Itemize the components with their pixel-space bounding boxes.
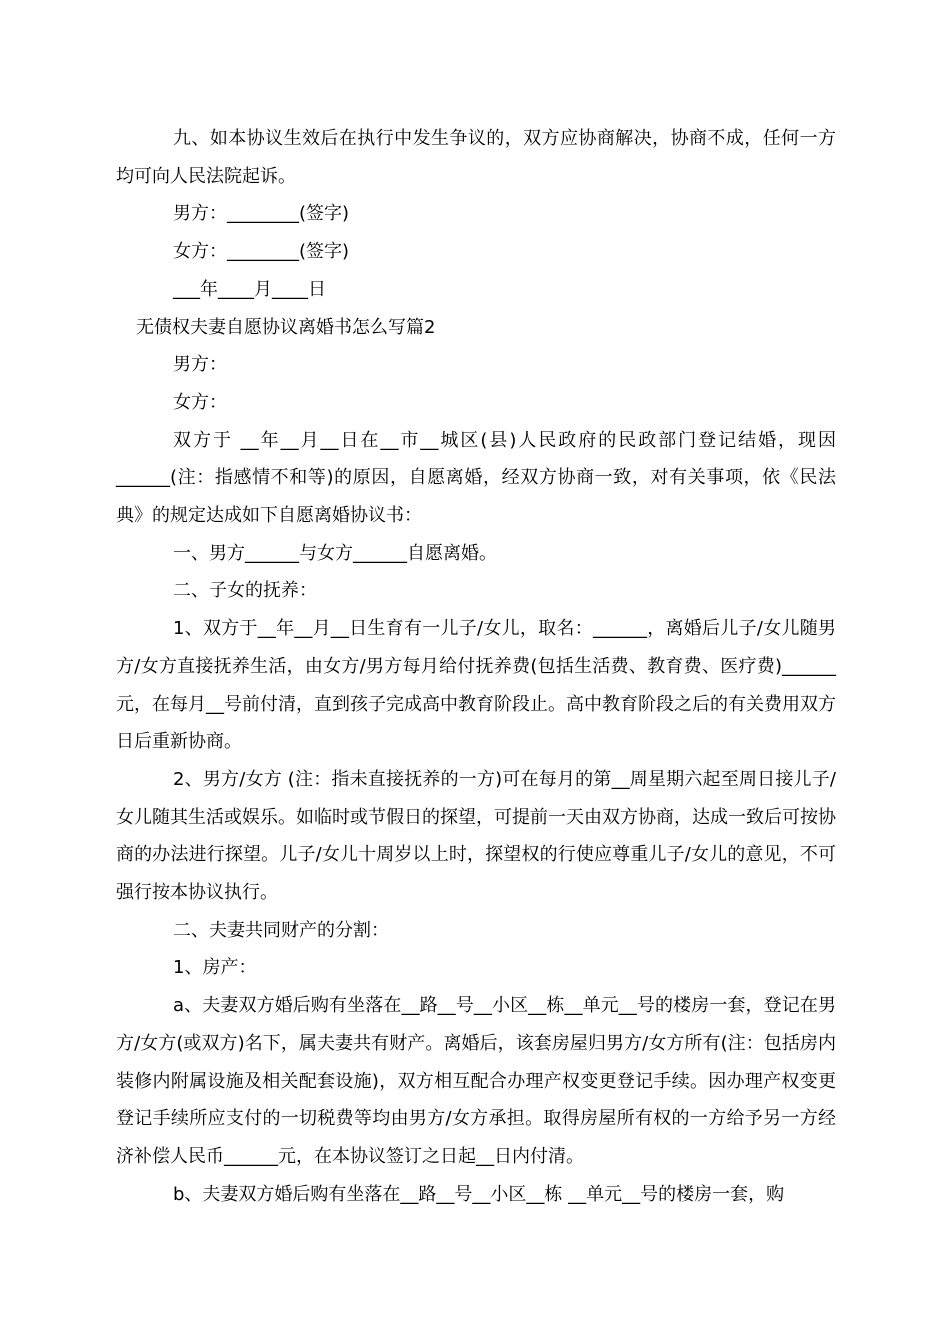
- item-property-housing-b: b、夫妻双方婚后购有坐落在__路__号__小区__栋 __单元__号的楼房一套，购: [173, 1183, 785, 1205]
- item-property-housing-a: a、夫妻双方婚后购有坐落在__路__号__小区__栋__单元__号的楼房一套，登记在男方/女方(或双方)名下，属夫妻共有财产。离婚后，该套房屋归男方/女方所有(注：包括房内装修内附属设施及相关配套设施)，双方相互配合办理产权变更登记手续。因办理产权变更登记手续所应支付的一切税费等均由男方/女方承担。取得房屋所有权的一方给予另一方经济补偿人民币______元，在本协议签订之日起__日内付清。: [116, 995, 836, 1167]
- item-property-housing: 1、房产：: [173, 957, 257, 979]
- item-child-custody-1: 1、双方于__年__月__日生育有一儿子/女儿，取名：______，离婚后儿子/女儿随男方/女方直接抚养生活，由女方/男方每月给付抚养费(包括生活费、教育费、医疗费)______元，在每月__号前付清，直到孩子完成高中教育阶段止。高中教育阶段之后的有关费用双方日后重新协商。: [116, 618, 836, 753]
- male-party-label: 男方：: [173, 354, 227, 376]
- female-signature-line: 女方：________(签字): [173, 241, 350, 263]
- item-property-heading: 二、夫妻共同财产的分割：: [173, 919, 389, 941]
- male-signature-line: 男方：________(签字): [173, 203, 350, 225]
- signature-date-line: ___年____月____日: [173, 278, 326, 300]
- agreement-preamble: 双方于 __年__月__日在__市__城区(县)人民政府的民政部门登记结婚，现因______(注：指感情不和等)的原因，自愿离婚，经双方协商一致，对有关事项，依《民法典》的规定达成如下自愿离婚协议书：: [116, 429, 836, 527]
- clause-nine: 九、如本协议生效后在执行中发生争议的，双方应协商解决，协商不成，任何一方均可向人民法院起诉。: [116, 128, 836, 187]
- document-body: [116, 120, 836, 1213]
- section-title: 无债权夫妻自愿协议离婚书怎么写篇2: [136, 316, 436, 338]
- item-child-custody-heading: 二、子女的抚养：: [173, 580, 317, 602]
- item-child-custody-2: 2、男方/女方 (注：指未直接抚养的一方)可在每月的第__周星期六起至周日接儿子/女儿随其生活或娱乐。如临时或节假日的探望，可提前一天由双方协商，达成一致后可按协商的办法进行探望。儿子/女儿十周岁以上时，探望权的行使应尊重儿子/女儿的意见，不可强行按本协议执行。: [116, 768, 836, 904]
- female-party-label: 女方：: [173, 391, 227, 413]
- item-divorce-consent: 一、男方______与女方______自愿离婚。: [173, 542, 497, 564]
